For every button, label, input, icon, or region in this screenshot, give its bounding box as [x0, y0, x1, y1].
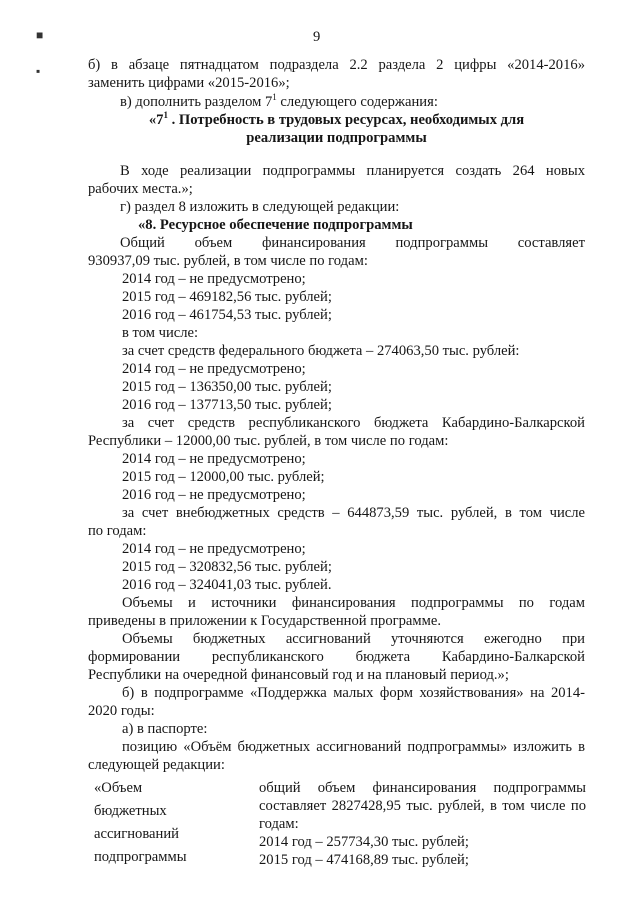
text-line: а) в паспорте: [122, 721, 208, 737]
text-line: 2014 год – не предусмотрено; [122, 541, 306, 557]
text-line: 930937,09 тыс. рублей, в том числе по годам: [88, 253, 368, 269]
text-line: Объемы бюджетных ассигнований уточняются ежегодно при [122, 631, 585, 647]
text-line: Общий объем финансирования подпрограммы составляет [120, 235, 585, 251]
section-heading: «8. Ресурсное обеспечение подпрограммы [138, 217, 413, 233]
table-right-cell: составляет 2827428,95 тыс. рублей, в том числе по [259, 798, 586, 814]
table-left-cell: ассигнований [94, 826, 179, 842]
text-line: Республики – 12000,00 тыс. рублей, в том числе по годам: [88, 433, 449, 449]
text-line: заменить цифрами «2015-2016»; [88, 75, 290, 91]
text-line: 2016 год – 461754,53 тыс. рублей; [122, 307, 332, 323]
text-line: в) дополнить разделом $7^1$ следующего содержания: [120, 92, 438, 110]
text-line: следующей редакции: [88, 757, 225, 773]
text-line: формировании республиканского бюджета Кабардино-Балкарской [88, 649, 585, 665]
text-line: позицию «Объём бюджетных ассигнований подпрограммы» изложить в [122, 739, 585, 755]
margin-mark: ▪ [36, 64, 41, 78]
text-line: б) в подпрограмме «Поддержка малых форм хозяйствования» на 2014- [122, 685, 585, 701]
table-right-cell: годам: [259, 816, 299, 832]
text-line: в том числе: [122, 325, 199, 341]
text-line: за счет средств федерального бюджета – 274063,50 тыс. рублей: [122, 343, 520, 359]
text-line: г) раздел 8 изложить в следующей редакции: [120, 199, 400, 215]
table-right-cell: общий объем финансирования подпрограммы [259, 780, 586, 796]
page-number: 9 [313, 29, 321, 45]
text-line: б) в абзаце пятнадцатом подраздела 2.2 раздела 2 цифры «2014-2016» [88, 57, 585, 73]
section-heading: «$7^1$ . Потребность в трудовых ресурсах, необходимых для [148, 110, 525, 128]
text-line: 2016 год – 137713,50 тыс. рублей; [122, 397, 332, 413]
text-line: приведены в приложении к Государственной программе. [88, 613, 441, 629]
table-right-cell: 2014 год – 257734,30 тыс. рублей; [259, 834, 469, 850]
table-right-cell: 2015 год – 474168,89 тыс. рублей; [259, 852, 469, 868]
text-line: 2016 год – не предусмотрено; [122, 487, 306, 503]
text-line: 2014 год – не предусмотрено; [122, 271, 306, 287]
text-line: 2014 год – не предусмотрено; [122, 451, 306, 467]
table-left-cell: подпрограммы [94, 849, 187, 865]
margin-mark: ■ [36, 28, 44, 42]
text-line: 2015 год – 136350,00 тыс. рублей; [122, 379, 332, 395]
text-line: 2015 год – 469182,56 тыс. рублей; [122, 289, 332, 305]
text-line: рабочих места.»; [88, 181, 193, 197]
text-line: 2016 год – 324041,03 тыс. рублей. [122, 577, 332, 593]
text-line: по годам: [88, 523, 147, 539]
text-line: за счет внебюджетных средств – 644873,59 тыс. рублей, в том числе [122, 505, 585, 521]
text-line: В ходе реализации подпрограммы планируется создать 264 новых [120, 163, 585, 179]
text-line: 2014 год – не предусмотрено; [122, 361, 306, 377]
text-line: Объемы и источники финансирования подпрограммы по годам [122, 595, 585, 611]
text-line: Республики на очередной финансовый год и на плановый период.»; [88, 667, 509, 683]
text-line: 2015 год – 320832,56 тыс. рублей; [122, 559, 332, 575]
table-left-cell: бюджетных [94, 803, 167, 819]
table-left-cell: «Объем [94, 780, 143, 796]
text-line: 2015 год – 12000,00 тыс. рублей; [122, 469, 325, 485]
superscript: 1 [272, 92, 277, 103]
text-line: за счет средств республиканского бюджета Кабардино-Балкарской [122, 415, 585, 431]
section-heading: реализации подпрограммы [246, 130, 427, 146]
text-line: 2020 годы: [88, 703, 155, 719]
